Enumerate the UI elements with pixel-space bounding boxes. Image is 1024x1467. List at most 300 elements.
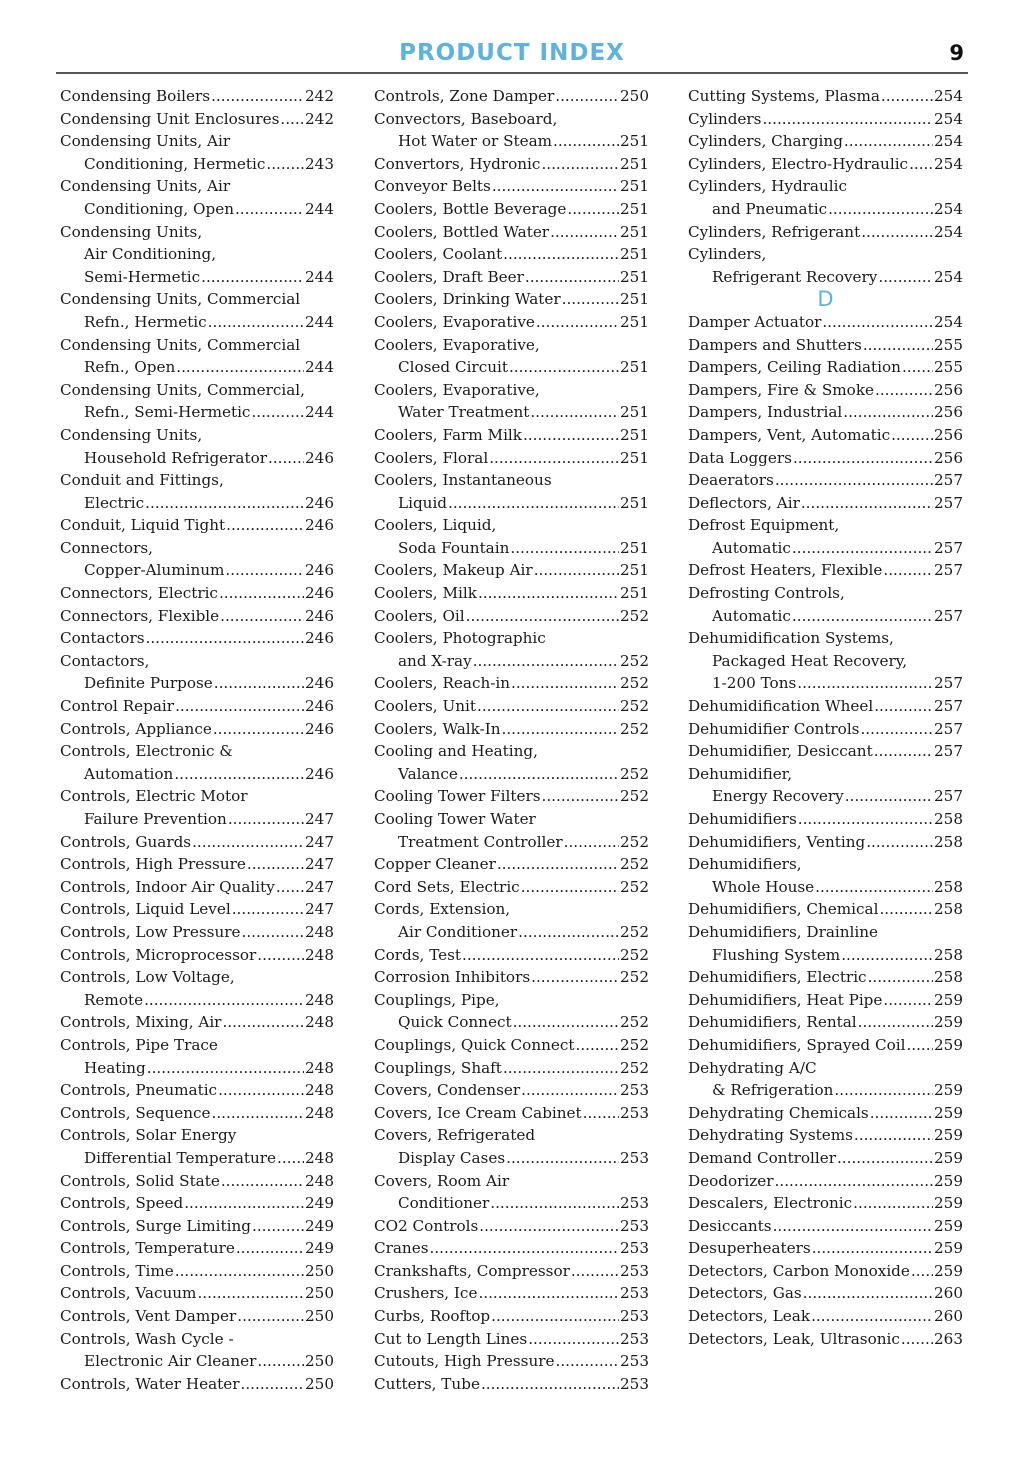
index-entry-text: Dampers, Ceiling Radiation (688, 358, 901, 377)
index-entry (60, 627, 334, 650)
dot-leader (881, 85, 933, 108)
index-entry-page: 252 (620, 697, 649, 716)
index-entry (60, 1102, 334, 1125)
index-entry (688, 1011, 963, 1034)
dot-leader (219, 582, 304, 605)
index-entry-text: Soda Fountain (398, 538, 510, 557)
index-entry-text: Valance (398, 764, 458, 783)
index-entry-page: 250 (305, 1261, 334, 1280)
index-entry-page: 248 (305, 1148, 334, 1167)
index-entry-page: 242 (305, 87, 334, 105)
index-entry-text: Conveyor Belts (374, 177, 491, 196)
index-entry-text: Demand Controller (688, 1148, 836, 1167)
dot-leader (868, 966, 933, 989)
index-entry-text: Controls, Solar Energy (60, 1126, 237, 1145)
dot-leader (534, 559, 619, 582)
dot-leader (822, 311, 933, 334)
index-entry-page: 249 (305, 1239, 334, 1258)
index-entry-text: Display Cases (398, 1148, 506, 1167)
index-entry-text: Cords, Test (374, 945, 462, 964)
index-entry (374, 1350, 649, 1373)
index-entry-text: Covers, Refrigerated (374, 1126, 536, 1145)
dot-leader (542, 785, 619, 808)
index-entry (688, 650, 963, 673)
index-entry (374, 288, 649, 311)
index-entry-text: Coolers, Evaporative, (374, 380, 540, 399)
index-entry (374, 921, 649, 944)
index-entry (60, 1260, 334, 1283)
dot-leader (828, 198, 933, 221)
dot-leader (854, 1124, 933, 1147)
index-entry (374, 1102, 649, 1125)
index-entry-text: Copper-Aluminum (84, 561, 225, 580)
index-entry-text: Dampers, Vent, Automatic (688, 425, 891, 444)
index-entry-text: Coolers, Makeup Air (374, 561, 533, 580)
index-entry (688, 695, 963, 718)
dot-leader (220, 605, 304, 628)
index-entry-page: 250 (305, 1374, 334, 1393)
index-entry (374, 1260, 649, 1283)
dot-leader (567, 198, 619, 221)
index-entry (374, 1124, 649, 1147)
index-entry-text: Condensing Units, Commercial (60, 335, 301, 354)
index-entry-text: Coolers, Bottled Water (374, 222, 550, 241)
index-entry-page: 246 (305, 561, 334, 580)
index-entry-text: Desuperheaters (688, 1239, 811, 1258)
index-entry (688, 108, 963, 131)
index-entry-text: Coolers, Evaporative (374, 312, 535, 331)
index-entry-text: Controls, Water Heater (60, 1374, 240, 1393)
index-entry-text: Deaerators (688, 471, 774, 490)
index-entry (374, 221, 649, 244)
index-entry (60, 808, 334, 831)
index-entry-page: 248 (305, 945, 334, 964)
index-entry-text: Deflectors, Air (688, 493, 800, 512)
index-entry-text: Dehumidifier, (688, 764, 793, 783)
index-entry (374, 356, 649, 379)
dot-leader (214, 672, 304, 695)
index-entry-text: Convectors, Baseboard, (374, 109, 558, 128)
index-entry (688, 740, 963, 763)
index-entry (374, 379, 649, 402)
index-entry (688, 311, 963, 334)
index-entry-text: Coolers, Bottle Beverage (374, 199, 567, 218)
index-entry-page: 252 (620, 651, 649, 670)
dot-leader (870, 1102, 933, 1125)
index-entry-page: 253 (620, 1307, 649, 1326)
index-entry-page: 257 (934, 787, 963, 806)
index-entry (60, 198, 334, 221)
index-entry (688, 447, 963, 470)
index-entry-text: Refn., Open (84, 358, 176, 377)
index-entry (60, 966, 334, 989)
dot-leader (257, 944, 304, 967)
dot-leader (478, 1282, 619, 1305)
dot-leader (147, 1057, 304, 1080)
index-entry (374, 966, 649, 989)
index-entry-text: Condensing Units, (60, 425, 203, 444)
index-entry-page: 248 (305, 1081, 334, 1100)
dot-leader (874, 695, 933, 718)
index-entry (374, 424, 649, 447)
index-entry-text: Dehumidifiers, Rental (688, 1013, 857, 1032)
index-entry-text: Defrost Heaters, Flexible (688, 561, 883, 580)
index-entry-text: and X-ray (398, 651, 472, 670)
dot-leader (184, 1192, 304, 1215)
index-entry-page: 246 (305, 516, 334, 535)
dot-leader (491, 1305, 619, 1328)
index-entry-text: Controls, Appliance (60, 719, 212, 738)
index-entry (60, 1237, 334, 1260)
index-entry (60, 740, 334, 763)
index-entry (688, 1328, 963, 1351)
dot-leader (879, 898, 933, 921)
index-entry-text: Dehumidification Wheel (688, 697, 874, 716)
dot-leader (792, 537, 933, 560)
index-entry (60, 130, 334, 153)
dot-leader (497, 853, 619, 876)
index-entry-page: 256 (934, 403, 963, 422)
index-entry (688, 831, 963, 854)
index-entry (60, 1305, 334, 1328)
index-entry-page: 254 (934, 154, 963, 173)
index-entry (374, 650, 649, 673)
index-entry-page: 246 (305, 674, 334, 693)
index-entry (688, 1102, 963, 1125)
index-entry-page: 256 (934, 425, 963, 444)
index-entry-text: Cutouts, High Pressure (374, 1352, 555, 1371)
index-entry (374, 1011, 649, 1034)
index-entry (688, 1079, 963, 1102)
index-entry-text: Coolers, Coolant (374, 245, 503, 264)
index-entry-text: Connectors, (60, 538, 153, 557)
index-entry-page: 259 (934, 1194, 963, 1213)
index-entry-text: Controls, Indoor Air Quality (60, 877, 275, 896)
index-entry (374, 401, 649, 424)
index-entry-page: 259 (934, 1261, 963, 1280)
dot-leader (462, 944, 619, 967)
index-entry (688, 1170, 963, 1193)
index-entry-page: 251 (620, 245, 649, 264)
index-entry (374, 311, 649, 334)
index-entry (374, 672, 649, 695)
index-entry-page: 260 (934, 1307, 963, 1326)
dot-leader (883, 989, 933, 1012)
index-entry-page: 247 (305, 810, 334, 828)
dot-leader (257, 1350, 304, 1373)
index-entry (60, 379, 334, 402)
index-entry-text: Condensing Units, Air (60, 132, 231, 151)
dot-leader (503, 1057, 619, 1080)
index-entry-page: 257 (934, 606, 963, 625)
index-entry-page: 254 (934, 109, 963, 128)
index-entry-page: 251 (620, 290, 649, 309)
index-entry (688, 808, 963, 831)
index-entry-page: 252 (620, 674, 649, 693)
index-entry-page: 256 (934, 448, 963, 467)
index-entry-text: Electric (84, 493, 145, 512)
index-entry (60, 288, 334, 311)
index-entry-text: Remote (84, 990, 144, 1009)
index-entry-page: 246 (305, 606, 334, 625)
dot-leader (192, 831, 304, 854)
index-entry-text: Flushing System (712, 945, 841, 964)
index-entry-page: 252 (620, 922, 649, 941)
dot-leader (247, 853, 304, 876)
index-entry (60, 1350, 334, 1373)
index-entry (60, 469, 334, 492)
index-entry-page: 263 (934, 1329, 963, 1348)
index-entry-text: Controls, Time (60, 1261, 174, 1280)
index-entry-text: Dampers and Shutters (688, 335, 862, 354)
index-entry-page: 259 (934, 1035, 963, 1054)
index-entry-page: 253 (620, 1261, 649, 1280)
index-entry-text: Coolers, Photographic (374, 629, 546, 648)
dot-leader (853, 1192, 933, 1215)
dot-leader (762, 108, 933, 131)
index-entry-text: Detectors, Gas (688, 1284, 802, 1303)
index-entry (60, 559, 334, 582)
dot-leader (448, 492, 619, 515)
index-entry-page: 257 (934, 697, 963, 716)
index-entry-text: Couplings, Quick Connect (374, 1035, 575, 1054)
index-entry (60, 424, 334, 447)
index-entry-page: 254 (934, 267, 963, 286)
index-entry-page: 256 (934, 380, 963, 399)
index-entry (60, 1192, 334, 1215)
index-entry (374, 1373, 649, 1396)
index-entry-text: Coolers, Draft Beer (374, 267, 524, 286)
index-entry-page: 251 (620, 448, 649, 467)
index-entry (688, 130, 963, 153)
dot-leader (843, 401, 933, 424)
index-entry-text: Corrosion Inhibitors (374, 968, 531, 987)
index-entry (688, 944, 963, 967)
index-entry (60, 898, 334, 921)
index-entry (374, 1034, 649, 1057)
index-entry-page: 246 (305, 697, 334, 716)
index-entry-page: 247 (305, 877, 334, 896)
index-entry (374, 582, 649, 605)
index-entry-page: 252 (620, 1013, 649, 1032)
index-entry-text: Dehydrating Chemicals (688, 1103, 869, 1122)
index-entry (374, 243, 649, 266)
index-entry-page: 242 (305, 109, 334, 128)
index-entry-page: 253 (620, 1081, 649, 1100)
index-entry (374, 334, 649, 357)
dot-leader (225, 559, 304, 582)
index-entry (374, 108, 649, 131)
index-entry (688, 537, 963, 560)
index-entry-page: 244 (305, 199, 334, 218)
index-entry-page: 249 (305, 1216, 334, 1235)
index-entry (688, 153, 963, 176)
index-entry-page: 259 (934, 1103, 963, 1122)
index-entry-text: Failure Prevention (84, 810, 227, 828)
index-entry (60, 356, 334, 379)
index-entry-text: Whole House (712, 877, 815, 896)
dot-leader (553, 130, 619, 153)
index-entry-text: Heating (84, 1058, 146, 1077)
index-entry-text: Covers, Condenser (374, 1081, 521, 1100)
page-title: PRODUCT INDEX (399, 40, 625, 66)
index-entry-page: 258 (934, 832, 963, 851)
index-entry (60, 447, 334, 470)
index-entry-page: 251 (620, 222, 649, 241)
index-entry (374, 130, 649, 153)
index-entry (374, 695, 649, 718)
index-entry-text: Coolers, Evaporative, (374, 335, 540, 354)
index-entry-page: 258 (934, 945, 963, 964)
dot-leader (874, 740, 933, 763)
index-entry (688, 1124, 963, 1147)
index-entry-page: 251 (620, 403, 649, 422)
index-entry-page: 244 (305, 403, 334, 422)
index-entry-text: Convertors, Hydronic (374, 154, 541, 173)
dot-leader (773, 1215, 933, 1238)
dot-leader (878, 266, 933, 289)
index-entry-text: Conduit, Liquid Tight (60, 516, 226, 535)
index-entry-page: 257 (934, 561, 963, 580)
index-entry-text: Dehumidifiers, Drainline (688, 922, 879, 941)
index-entry (60, 1215, 334, 1238)
dot-leader (541, 153, 619, 176)
index-entry-page: 254 (934, 199, 963, 218)
dot-leader (280, 108, 304, 131)
dot-leader (477, 695, 619, 718)
index-entry-text: Cylinders, Electro-Hydraulic (688, 154, 909, 173)
dot-leader (550, 221, 619, 244)
index-entry-text: Condensing Boilers (60, 87, 211, 105)
index-entry-text: Controls, Low Voltage, (60, 968, 235, 987)
index-entry-text: Crushers, Ice (374, 1284, 478, 1303)
dot-leader (251, 401, 304, 424)
index-entry (374, 1147, 649, 1170)
index-entry-text: CO2 Controls (374, 1216, 479, 1235)
dot-leader (528, 1328, 619, 1351)
index-entry (374, 559, 649, 582)
index-entry (688, 1147, 963, 1170)
index-entry-text: Coolers, Milk (374, 584, 477, 603)
index-entry-page: 253 (620, 1284, 649, 1303)
index-entry (60, 853, 334, 876)
index-entry-text: Household Refrigerator (84, 448, 267, 467)
index-entry-page: 251 (620, 358, 649, 377)
index-entry (688, 334, 963, 357)
index-entry-page: 259 (934, 1013, 963, 1032)
dot-leader (792, 605, 933, 628)
index-entry-page: 252 (620, 1035, 649, 1054)
index-entry (60, 334, 334, 357)
index-entry-text: Covers, Room Air (374, 1171, 510, 1190)
index-entry (374, 447, 649, 470)
index-entry-text: Refn., Semi-Hermetic (84, 403, 251, 422)
index-entry-text: Treatment Controller (398, 832, 563, 851)
index-entry-text: Differential Temperature (84, 1148, 277, 1167)
index-entry (688, 1057, 963, 1080)
index-entry-page: 250 (305, 1284, 334, 1303)
index-entry (374, 763, 649, 786)
index-entry-page: 251 (620, 561, 649, 580)
dot-leader (555, 85, 619, 108)
index-entry (688, 605, 963, 628)
index-entry-text: Crankshafts, Compressor (374, 1261, 570, 1280)
index-entry (60, 1373, 334, 1396)
index-entry (374, 153, 649, 176)
index-entry (374, 1215, 649, 1238)
index-entry (688, 853, 963, 876)
index-entry (374, 785, 649, 808)
index-entry-text: Controls, Vent Damper (60, 1307, 237, 1326)
index-entry (688, 876, 963, 899)
index-entry-page: 257 (934, 471, 963, 490)
dot-leader (144, 989, 304, 1012)
index-entry (688, 243, 963, 266)
index-entry-page: 259 (934, 1081, 963, 1100)
index-entry-text: Cutting Systems, Plasma (688, 87, 880, 105)
index-entry-page: 253 (620, 1216, 649, 1235)
index-entry-text: Cylinders, Hydraulic (688, 177, 847, 196)
index-entry-text: Couplings, Shaft (374, 1058, 502, 1077)
index-entry-text: Controls, Zone Damper (374, 87, 555, 105)
index-entry-page: 251 (620, 538, 649, 557)
index-entry-text: Condensing Units, Commercial, (60, 380, 305, 399)
dot-leader (473, 650, 619, 673)
index-entry (688, 1305, 963, 1328)
dot-leader (834, 1079, 933, 1102)
dot-leader (479, 1215, 619, 1238)
dot-leader (564, 831, 619, 854)
index-entry (374, 718, 649, 741)
dot-leader (197, 1282, 304, 1305)
index-entry-page: 253 (620, 1194, 649, 1213)
dot-leader (811, 1305, 933, 1328)
index-entry (60, 153, 334, 176)
index-entry-text: Automatic (712, 606, 791, 625)
index-entry-text: Conditioning, Open (84, 199, 234, 218)
index-entry (374, 808, 649, 831)
index-entry-text: Controls, Electric Motor (60, 787, 248, 806)
index-entry-text: 1-200 Tons (712, 674, 797, 693)
index-entry-page: 254 (934, 87, 963, 105)
index-entry (688, 424, 963, 447)
index-entry-text: Dehumidifier Controls (688, 719, 860, 738)
dot-leader (901, 1328, 933, 1351)
dot-leader (860, 718, 933, 741)
index-entry-page: 252 (620, 1058, 649, 1077)
dot-leader (518, 921, 619, 944)
index-entry-text: Defrost Equipment, (688, 516, 840, 535)
index-entry (688, 85, 963, 108)
index-entry-page: 252 (620, 832, 649, 851)
index-entry-page: 251 (620, 199, 649, 218)
dot-leader (803, 1282, 933, 1305)
dot-leader (521, 876, 619, 899)
index-entry-text: Definite Purpose (84, 674, 213, 693)
index-entry (688, 921, 963, 944)
index-entry-page: 246 (305, 584, 334, 603)
index-entry-page: 253 (620, 1352, 649, 1371)
index-entry-page: 252 (620, 787, 649, 806)
index-entry-page: 246 (305, 493, 334, 512)
index-entry (688, 672, 963, 695)
index-entry (688, 1034, 963, 1057)
index-entry (688, 763, 963, 786)
dot-leader (252, 1215, 304, 1238)
dot-leader (221, 1170, 304, 1193)
index-entry (688, 989, 963, 1012)
index-entry-text: and Pneumatic (712, 199, 828, 218)
